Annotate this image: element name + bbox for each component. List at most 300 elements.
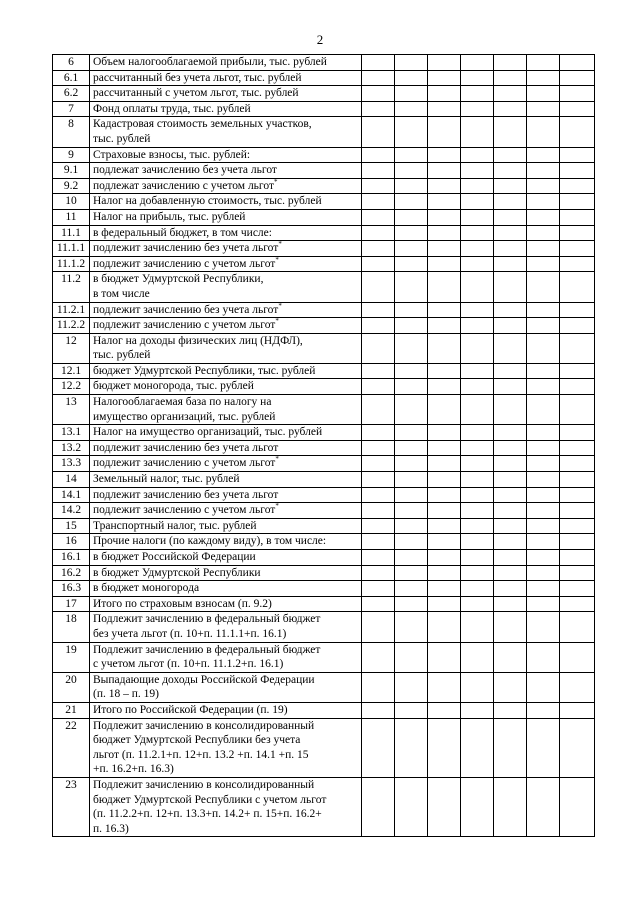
empty-value-cell[interactable] [362,101,395,117]
empty-value-cell[interactable] [560,256,595,272]
empty-value-cell[interactable] [428,596,461,612]
empty-value-cell[interactable] [527,272,560,302]
empty-value-cell[interactable] [461,503,494,519]
empty-value-cell[interactable] [362,147,395,163]
empty-value-cell[interactable] [395,101,428,117]
empty-value-cell[interactable] [560,225,595,241]
empty-value-cell[interactable] [395,487,428,503]
row-label [90,302,362,318]
empty-value-cell[interactable] [461,256,494,272]
empty-value-cell[interactable] [461,702,494,718]
empty-value-cell[interactable] [527,672,560,702]
empty-value-cell[interactable] [560,440,595,456]
empty-value-cell[interactable] [461,472,494,488]
empty-value-cell[interactable] [461,117,494,147]
empty-value-cell[interactable] [395,178,428,194]
empty-value-cell[interactable] [494,163,527,179]
empty-value-cell[interactable] [560,241,595,257]
row-number: 16.3 [53,581,90,597]
empty-value-cell[interactable] [395,534,428,550]
empty-value-cell[interactable] [560,272,595,302]
empty-value-cell[interactable] [461,241,494,257]
empty-value-cell[interactable] [560,702,595,718]
empty-value-cell[interactable] [494,256,527,272]
empty-value-cell[interactable] [362,456,395,472]
empty-value-cell[interactable] [395,565,428,581]
empty-value-cell[interactable] [527,596,560,612]
empty-value-cell[interactable] [395,272,428,302]
empty-value-cell[interactable] [494,302,527,318]
empty-value-cell[interactable] [494,518,527,534]
empty-value-cell[interactable] [362,163,395,179]
row-number: 16 [53,534,90,550]
empty-value-cell[interactable] [527,550,560,566]
table-row [53,241,595,257]
empty-value-cell[interactable] [461,101,494,117]
empty-value-cell[interactable] [461,86,494,102]
empty-value-cell[interactable] [461,302,494,318]
empty-value-cell[interactable] [362,302,395,318]
empty-value-cell[interactable] [362,518,395,534]
empty-value-cell[interactable] [560,534,595,550]
row-label-line: Итого по Российской Федерации (п. 19) [93,703,288,716]
empty-value-cell[interactable] [494,702,527,718]
empty-value-cell[interactable] [560,178,595,194]
empty-value-cell[interactable] [362,117,395,147]
empty-value-cell[interactable] [362,425,395,441]
empty-value-cell[interactable] [494,318,527,334]
empty-value-cell[interactable] [428,241,461,257]
empty-value-cell[interactable] [560,55,595,71]
empty-value-cell[interactable] [395,86,428,102]
empty-value-cell[interactable] [527,363,560,379]
table-row [53,642,595,672]
empty-value-cell[interactable] [461,534,494,550]
empty-value-cell[interactable] [428,503,461,519]
empty-value-cell[interactable] [560,209,595,225]
empty-value-cell[interactable] [428,395,461,425]
empty-value-cell[interactable] [428,147,461,163]
empty-value-cell[interactable] [428,440,461,456]
row-label-line: подлежит зачислению с учетом льгот [93,257,276,270]
empty-value-cell[interactable] [362,702,395,718]
empty-value-cell[interactable] [395,209,428,225]
empty-value-cell[interactable] [494,225,527,241]
empty-value-cell[interactable] [527,565,560,581]
empty-value-cell[interactable] [560,672,595,702]
row-label-line: подлежит зачислению без учета льгот [93,441,279,454]
empty-value-cell[interactable] [527,318,560,334]
empty-value-cell[interactable] [494,440,527,456]
empty-value-cell[interactable] [428,302,461,318]
empty-value-cell[interactable] [527,241,560,257]
empty-value-cell[interactable] [560,487,595,503]
table-row [53,672,595,702]
empty-value-cell[interactable] [395,333,428,363]
empty-value-cell[interactable] [560,581,595,597]
empty-value-cell[interactable] [560,147,595,163]
empty-value-cell[interactable] [527,178,560,194]
empty-value-cell[interactable] [494,612,527,642]
empty-value-cell[interactable] [527,101,560,117]
row-label-line: в федеральный бюджет, в том числе: [93,226,272,239]
empty-value-cell[interactable] [560,642,595,672]
empty-value-cell[interactable] [395,672,428,702]
empty-value-cell[interactable] [461,565,494,581]
row-label [90,395,362,425]
empty-value-cell[interactable] [395,581,428,597]
empty-value-cell[interactable] [461,487,494,503]
empty-value-cell[interactable] [395,456,428,472]
empty-value-cell[interactable] [461,596,494,612]
empty-value-cell[interactable] [560,472,595,488]
empty-value-cell[interactable] [428,86,461,102]
empty-value-cell[interactable] [362,612,395,642]
empty-value-cell[interactable] [461,395,494,425]
empty-value-cell[interactable] [395,777,428,836]
empty-value-cell[interactable] [560,101,595,117]
empty-value-cell[interactable] [527,86,560,102]
empty-value-cell[interactable] [395,503,428,519]
empty-value-cell[interactable] [428,379,461,395]
empty-value-cell[interactable] [560,456,595,472]
empty-value-cell[interactable] [428,363,461,379]
empty-value-cell[interactable] [494,379,527,395]
empty-value-cell[interactable] [428,550,461,566]
empty-value-cell[interactable] [461,178,494,194]
empty-value-cell[interactable] [527,225,560,241]
empty-value-cell[interactable] [494,642,527,672]
empty-value-cell[interactable] [494,147,527,163]
empty-value-cell[interactable] [428,117,461,147]
empty-value-cell[interactable] [428,642,461,672]
row-label-line: Подлежит зачислению в консолидированный [93,778,315,791]
empty-value-cell[interactable] [362,318,395,334]
row-label [90,147,362,163]
empty-value-cell[interactable] [560,318,595,334]
empty-value-cell[interactable] [428,101,461,117]
empty-value-cell[interactable] [461,272,494,302]
empty-value-cell[interactable] [560,194,595,210]
empty-value-cell[interactable] [494,503,527,519]
row-label [90,487,362,503]
empty-value-cell[interactable] [395,225,428,241]
row-label [90,534,362,550]
empty-value-cell[interactable] [428,163,461,179]
empty-value-cell[interactable] [494,272,527,302]
empty-value-cell[interactable] [362,178,395,194]
empty-value-cell[interactable] [461,456,494,472]
empty-value-cell[interactable] [527,163,560,179]
row-label [90,117,362,147]
empty-value-cell[interactable] [395,318,428,334]
empty-value-cell[interactable] [527,302,560,318]
row-label [90,55,362,71]
empty-value-cell[interactable] [395,472,428,488]
empty-value-cell[interactable] [527,472,560,488]
row-label [90,612,362,642]
empty-value-cell[interactable] [527,117,560,147]
empty-value-cell[interactable] [461,70,494,86]
empty-value-cell[interactable] [527,456,560,472]
empty-value-cell[interactable] [461,440,494,456]
empty-value-cell[interactable] [527,70,560,86]
row-label [90,209,362,225]
empty-value-cell[interactable] [428,534,461,550]
empty-value-cell[interactable] [362,194,395,210]
empty-value-cell[interactable] [560,333,595,363]
empty-value-cell[interactable] [362,55,395,71]
empty-value-cell[interactable] [560,302,595,318]
empty-value-cell[interactable] [362,256,395,272]
empty-value-cell[interactable] [494,178,527,194]
empty-value-cell[interactable] [461,163,494,179]
empty-value-cell[interactable] [362,209,395,225]
empty-value-cell[interactable] [527,487,560,503]
empty-value-cell[interactable] [461,550,494,566]
empty-value-cell[interactable] [560,395,595,425]
empty-value-cell[interactable] [494,363,527,379]
empty-value-cell[interactable] [362,672,395,702]
empty-value-cell[interactable] [362,70,395,86]
empty-value-cell[interactable] [428,256,461,272]
empty-value-cell[interactable] [461,612,494,642]
empty-value-cell[interactable] [362,550,395,566]
empty-value-cell[interactable] [395,163,428,179]
empty-value-cell[interactable] [461,777,494,836]
empty-value-cell[interactable] [494,425,527,441]
empty-value-cell[interactable] [461,718,494,777]
row-label [90,472,362,488]
empty-value-cell[interactable] [428,581,461,597]
empty-value-cell[interactable] [560,565,595,581]
empty-value-cell[interactable] [428,565,461,581]
empty-value-cell[interactable] [527,777,560,836]
empty-value-cell[interactable] [494,534,527,550]
empty-value-cell[interactable] [428,178,461,194]
empty-value-cell[interactable] [395,440,428,456]
empty-value-cell[interactable] [395,194,428,210]
empty-value-cell[interactable] [461,209,494,225]
empty-value-cell[interactable] [560,777,595,836]
empty-value-cell[interactable] [527,395,560,425]
empty-value-cell[interactable] [362,581,395,597]
empty-value-cell[interactable] [560,425,595,441]
empty-value-cell[interactable] [527,534,560,550]
empty-value-cell[interactable] [494,581,527,597]
empty-value-cell[interactable] [560,550,595,566]
empty-value-cell[interactable] [428,456,461,472]
empty-value-cell[interactable] [494,718,527,777]
empty-value-cell[interactable] [560,718,595,777]
empty-value-cell[interactable] [395,70,428,86]
empty-value-cell[interactable] [461,642,494,672]
empty-value-cell[interactable] [494,777,527,836]
empty-value-cell[interactable] [494,333,527,363]
empty-value-cell[interactable] [560,163,595,179]
empty-value-cell[interactable] [362,472,395,488]
empty-value-cell[interactable] [527,503,560,519]
empty-value-cell[interactable] [395,612,428,642]
empty-value-cell[interactable] [428,209,461,225]
empty-value-cell[interactable] [494,101,527,117]
empty-value-cell[interactable] [395,241,428,257]
table-row [53,534,595,550]
empty-value-cell[interactable] [494,70,527,86]
empty-value-cell[interactable] [560,379,595,395]
empty-value-cell[interactable] [461,55,494,71]
empty-value-cell[interactable] [428,472,461,488]
empty-value-cell[interactable] [428,425,461,441]
empty-value-cell[interactable] [461,672,494,702]
empty-value-cell[interactable] [362,718,395,777]
empty-value-cell[interactable] [527,581,560,597]
table-body [53,55,595,837]
empty-value-cell[interactable] [395,702,428,718]
empty-value-cell[interactable] [461,518,494,534]
empty-value-cell[interactable] [494,456,527,472]
empty-value-cell[interactable] [428,333,461,363]
empty-value-cell[interactable] [461,225,494,241]
empty-value-cell[interactable] [362,642,395,672]
empty-value-cell[interactable] [494,596,527,612]
empty-value-cell[interactable] [461,333,494,363]
empty-value-cell[interactable] [560,518,595,534]
empty-value-cell[interactable] [362,503,395,519]
empty-value-cell[interactable] [428,272,461,302]
empty-value-cell[interactable] [527,147,560,163]
row-number: 12.1 [53,363,90,379]
empty-value-cell[interactable] [560,596,595,612]
empty-value-cell[interactable] [527,256,560,272]
empty-value-cell[interactable] [527,718,560,777]
empty-value-cell[interactable] [362,565,395,581]
empty-value-cell[interactable] [461,363,494,379]
empty-value-cell[interactable] [461,318,494,334]
empty-value-cell[interactable] [527,333,560,363]
empty-value-cell[interactable] [362,363,395,379]
empty-value-cell[interactable] [395,256,428,272]
empty-value-cell[interactable] [428,718,461,777]
empty-value-cell[interactable] [428,318,461,334]
empty-value-cell[interactable] [428,702,461,718]
empty-value-cell[interactable] [461,425,494,441]
table-row [53,302,595,318]
empty-value-cell[interactable] [527,194,560,210]
empty-value-cell[interactable] [395,596,428,612]
empty-value-cell[interactable] [362,225,395,241]
empty-value-cell[interactable] [395,55,428,71]
empty-value-cell[interactable] [395,425,428,441]
empty-value-cell[interactable] [362,440,395,456]
empty-value-cell[interactable] [362,534,395,550]
empty-value-cell[interactable] [395,550,428,566]
empty-value-cell[interactable] [560,363,595,379]
empty-value-cell[interactable] [494,55,527,71]
empty-value-cell[interactable] [527,425,560,441]
empty-value-cell[interactable] [362,333,395,363]
empty-value-cell[interactable] [461,194,494,210]
empty-value-cell[interactable] [527,612,560,642]
empty-value-cell[interactable] [395,147,428,163]
empty-value-cell[interactable] [428,487,461,503]
empty-value-cell[interactable] [560,503,595,519]
empty-value-cell[interactable] [362,596,395,612]
empty-value-cell[interactable] [461,147,494,163]
row-label [90,503,362,519]
empty-value-cell[interactable] [494,86,527,102]
empty-value-cell[interactable] [362,379,395,395]
empty-value-cell[interactable] [527,209,560,225]
empty-value-cell[interactable] [428,194,461,210]
empty-value-cell[interactable] [362,487,395,503]
row-label [90,256,362,272]
empty-value-cell[interactable] [395,642,428,672]
empty-value-cell[interactable] [461,379,494,395]
empty-value-cell[interactable] [428,55,461,71]
empty-value-cell[interactable] [428,518,461,534]
empty-value-cell[interactable] [362,272,395,302]
empty-value-cell[interactable] [395,379,428,395]
table-row [53,472,595,488]
empty-value-cell[interactable] [362,777,395,836]
empty-value-cell[interactable] [395,395,428,425]
empty-value-cell[interactable] [395,363,428,379]
table-row [53,70,595,86]
empty-value-cell[interactable] [560,70,595,86]
row-label [90,363,362,379]
empty-value-cell[interactable] [494,672,527,702]
table-row [53,163,595,179]
empty-value-cell[interactable] [395,518,428,534]
row-label [90,702,362,718]
empty-value-cell[interactable] [527,379,560,395]
empty-value-cell[interactable] [494,472,527,488]
empty-value-cell[interactable] [527,642,560,672]
empty-value-cell[interactable] [560,86,595,102]
empty-value-cell[interactable] [494,487,527,503]
empty-value-cell[interactable] [527,440,560,456]
empty-value-cell[interactable] [362,395,395,425]
empty-value-cell[interactable] [527,55,560,71]
empty-value-cell[interactable] [395,718,428,777]
empty-value-cell[interactable] [494,209,527,225]
empty-value-cell[interactable] [560,117,595,147]
empty-value-cell[interactable] [428,777,461,836]
empty-value-cell[interactable] [461,581,494,597]
row-label-line: Налог на имущество организаций, тыс. рублей [93,426,323,439]
row-label [90,318,362,334]
empty-value-cell[interactable] [494,550,527,566]
empty-value-cell[interactable] [362,86,395,102]
empty-value-cell[interactable] [494,194,527,210]
empty-value-cell[interactable] [428,672,461,702]
empty-value-cell[interactable] [494,117,527,147]
empty-value-cell[interactable] [494,241,527,257]
empty-value-cell[interactable] [560,612,595,642]
empty-value-cell[interactable] [494,565,527,581]
empty-value-cell[interactable] [395,117,428,147]
row-label-line: бюджет Удмуртской Республики, тыс. рублей [93,364,316,377]
empty-value-cell[interactable] [395,302,428,318]
empty-value-cell[interactable] [494,395,527,425]
empty-value-cell[interactable] [428,612,461,642]
empty-value-cell[interactable] [527,518,560,534]
empty-value-cell[interactable] [362,241,395,257]
empty-value-cell[interactable] [428,70,461,86]
empty-value-cell[interactable] [428,225,461,241]
empty-value-cell[interactable] [527,702,560,718]
